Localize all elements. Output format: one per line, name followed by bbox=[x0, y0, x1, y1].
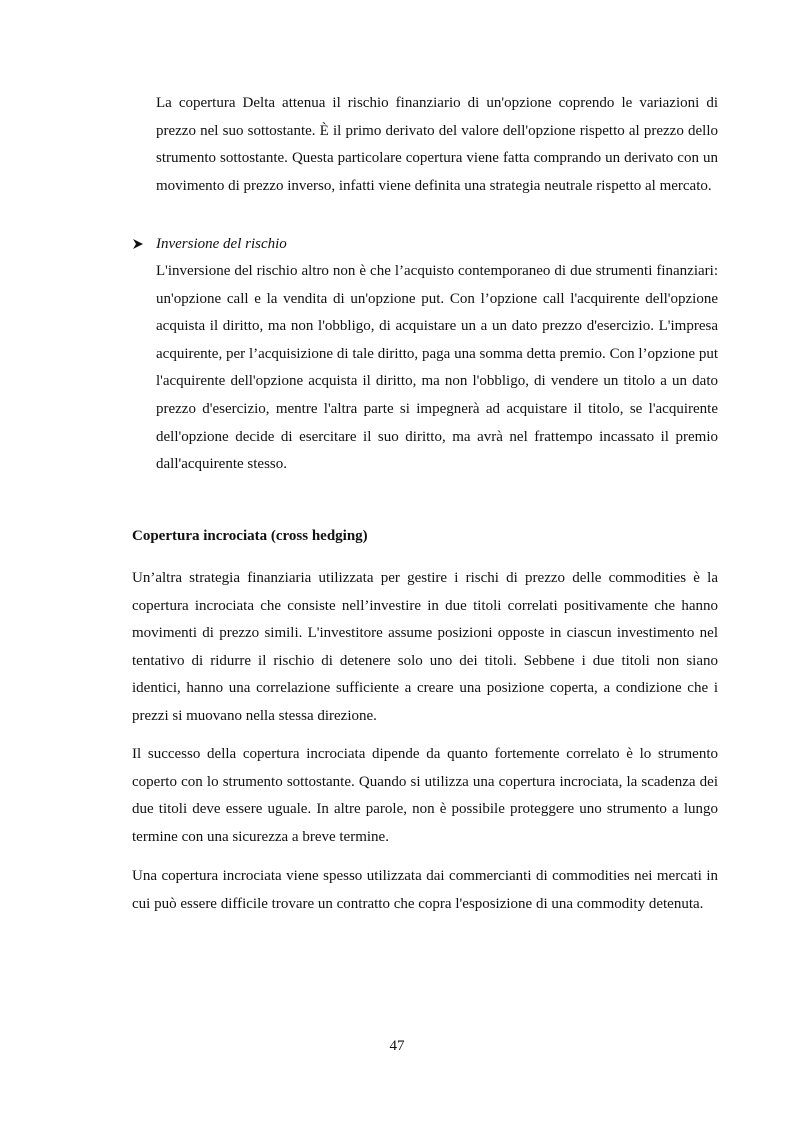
arrowhead-bullet-icon bbox=[132, 238, 156, 250]
paragraph-delta-hedging: La copertura Delta attenua il rischio finanziario di un'opzione coprendo le variazioni di prezzo nel suo sottostante. È il primo derivato del valore dell'opzione rispetto al prezzo dello strumento sottostante. Questa particolare copertura viene fatta comprando un derivato con un movimento di prezzo inverso, infatti viene definita una strategia neutrale rispetto al mercato. bbox=[156, 95, 718, 194]
paragraph-cross-hedging-success: Il successo della copertura incrociata dipende da quanto fortemente correlato è lo strumento coperto con lo strumento sottostante. Quando si utilizza una copertura incrociata, la scadenza dei due titoli deve essere uguale. In altre parole, non è possibile proteggere uno strumento a lungo termine con una sicurezza a breve termine. bbox=[132, 746, 718, 845]
bullet-title: Inversione del rischio bbox=[156, 235, 287, 252]
section-heading: Copertura incrociata (cross hedging) bbox=[132, 528, 368, 544]
paragraph-cross-hedging-intro: Un’altra strategia finanziaria utilizzata per gestire i rischi di prezzo delle commodities è la copertura incrociata che consiste nell’investire in due titoli correlati positivamente che hanno movimenti di prezzo simili. L'investitore assume posizioni opposte in ciascun investimento nel tentativo di ridurre il rischio di detenere solo uno dei titoli. Sebbene i due titoli non siano identici, hanno una correlazione sufficiente a creare una posizione coperta, a condizione che i prezzi si muovano nella stessa direzione. bbox=[132, 570, 718, 724]
page-number: 47 bbox=[389, 1038, 405, 1054]
paragraph-risk-reversal: L'inversione del rischio altro non è che l’acquisto contemporaneo di due strumenti finanziari: un'opzione call e la vendita di un'opzione put. Con l’opzione call l'acquirente dell'opzione acquista il diritto, ma non l'obbligo, di acquistare un a un dato prezzo d'esercizio. L'impresa acquirente, per l’acquisizione di tale diritto, paga una somma detta premio. Con l’opzione put l'acquirente dell'opzione acquista il diritto, ma non l'obbligo, di vendere un titolo a un dato prezzo d'esercizio, mentre l'altra parte si impegnerà ad acquistare il titolo, se l'acquirente dell'opzione decide di esercitare il suo diritto, ma avrà nel frattempo incassato il premio dall'acquirente stesso. bbox=[156, 263, 718, 473]
paragraph-cross-hedging-usage: Una copertura incrociata viene spesso utilizzata dai commercianti di commodities nei mercati in cui può essere difficile trovare un contratto che copra l'esposizione di una commodity detenuta. bbox=[132, 868, 718, 912]
bullet-item-risk-reversal bbox=[132, 232, 287, 256]
